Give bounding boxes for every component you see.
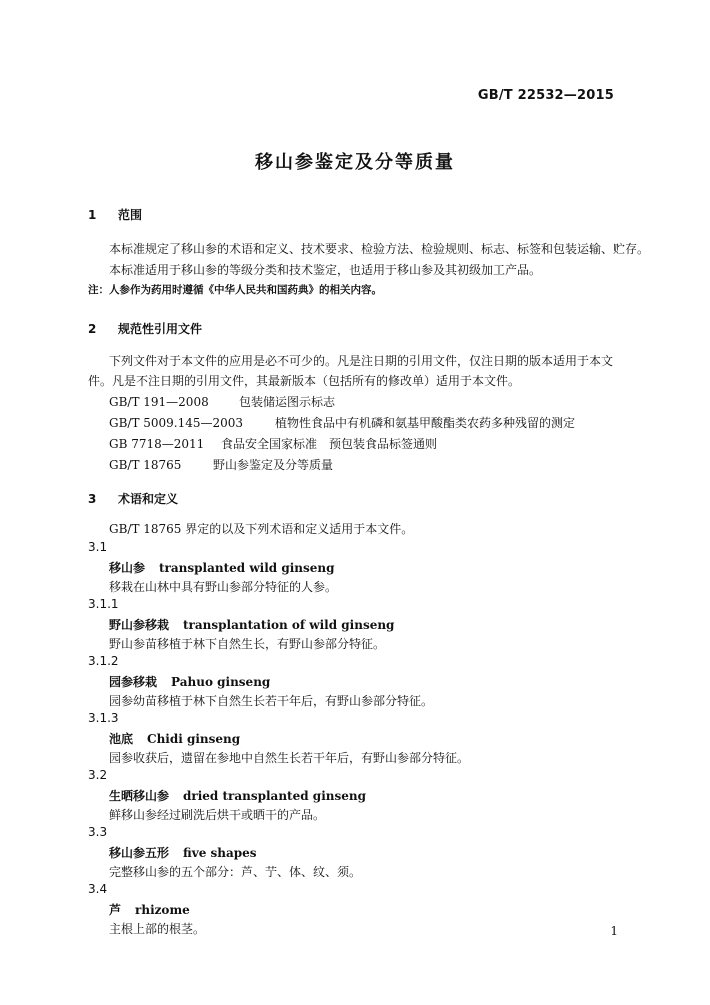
term-heading — [109, 616, 394, 633]
term-definition: 鲜移山参经过刷洗后烘干或晒干的产品。 — [109, 808, 326, 822]
section-title: 规范性引用文件 — [118, 322, 203, 336]
reference-item — [109, 435, 437, 452]
section-heading-scope — [88, 206, 142, 223]
terms-intro: GB/T 18765 界定的以及下列术语和定义适用于本文件。 — [109, 522, 414, 536]
term-definition: 移栽在山林中具有野山参部分特征的人参。 — [109, 580, 338, 594]
term-zh: 移山参五形 — [109, 846, 170, 860]
clause-number: 3.3 — [88, 825, 108, 839]
term-zh: 芦 — [109, 903, 122, 917]
term-en: Pahuo ginseng — [171, 675, 271, 689]
scope-paragraph-1: 本标准规定了移山参的术语和定义、技术要求、检验方法、检验规则、标志、标签和包装运输、贮存。 — [109, 242, 650, 256]
clause-number: 3.4 — [88, 882, 108, 896]
term-en: five shapes — [183, 846, 257, 860]
standard-number: GB/T 22532—2015 — [477, 88, 614, 103]
reference-item — [109, 393, 335, 410]
term-zh: 园参移栽 — [109, 675, 158, 689]
term-definition: 主根上部的根茎。 — [109, 922, 206, 936]
term-en: dried transplanted ginseng — [183, 789, 366, 803]
clause-number: 3.1.2 — [88, 654, 119, 668]
section-number: 1 — [88, 208, 97, 222]
reference-code: GB 7718—2011 — [109, 437, 205, 451]
page-number: 1 — [610, 924, 618, 938]
term-definition: 园参幼苗移植于林下自然生长若干年后，有野山参部分特征。 — [109, 694, 434, 708]
reference-code: GB/T 5009.145—2003 — [109, 416, 244, 430]
section-heading-terms — [88, 490, 178, 507]
reference-item — [109, 414, 575, 431]
references-intro-line-1: 下列文件对于本文件的应用是必不可少的。凡是注日期的引用文件，仅注日期的版本适用于本文 — [109, 354, 614, 368]
term-en: rhizome — [135, 903, 190, 917]
clause-number: 3.1.3 — [88, 711, 119, 725]
section-title: 范围 — [118, 208, 143, 222]
scope-paragraph-2: 本标准适用于移山参的等级分类和技术鉴定，也适用于移山参及其初级加工产品。 — [109, 263, 542, 277]
references-intro-line-2: 件。凡是不注日期的引用文件，其最新版本（包括所有的修改单）适用于本文件。 — [88, 374, 521, 388]
term-heading — [109, 787, 366, 804]
clause-number: 3.1 — [88, 540, 108, 554]
term-definition: 野山参苗移植于林下自然生长，有野山参部分特征。 — [109, 637, 386, 651]
reference-code: GB/T 18765 — [109, 458, 182, 472]
term-zh: 移山参 — [109, 561, 146, 575]
reference-item — [109, 456, 333, 473]
document-title: 移山参鉴定及分等质量 — [255, 152, 455, 173]
term-en: Chidi ginseng — [147, 732, 241, 746]
term-definition: 完整移山参的五个部分：芦、艼、体、纹、须。 — [109, 865, 362, 879]
reference-title: 野山参鉴定及分等质量 — [213, 458, 334, 472]
term-heading — [109, 844, 257, 861]
section-title: 术语和定义 — [118, 492, 179, 506]
clause-number: 3.2 — [88, 768, 108, 782]
scope-note: 注：人参作为药用时遵循《中华人民共和国药典》的相关内容。 — [88, 284, 382, 296]
term-heading — [109, 673, 270, 690]
term-en: transplanted wild ginseng — [159, 561, 335, 575]
reference-title: 包装储运图示标志 — [239, 395, 336, 409]
section-number: 2 — [88, 322, 97, 336]
term-heading — [109, 559, 335, 576]
section-heading-references — [88, 320, 202, 337]
clause-number: 3.1.1 — [88, 597, 119, 611]
reference-title: 食品安全国家标准 预包装食品标签通则 — [221, 437, 438, 451]
term-en: transplantation of wild ginseng — [183, 618, 395, 632]
term-zh: 生晒移山参 — [109, 789, 170, 803]
term-zh: 野山参移栽 — [109, 618, 170, 632]
reference-code: GB/T 191—2008 — [109, 395, 209, 409]
term-heading — [109, 901, 190, 918]
reference-title: 植物性食品中有机磷和氨基甲酸酯类农药多种残留的测定 — [275, 416, 576, 430]
term-zh: 池底 — [109, 732, 134, 746]
term-heading — [109, 730, 240, 747]
term-definition: 园参收获后，遗留在参地中自然生长若干年后，有野山参部分特征。 — [109, 751, 470, 765]
section-number: 3 — [88, 492, 97, 506]
